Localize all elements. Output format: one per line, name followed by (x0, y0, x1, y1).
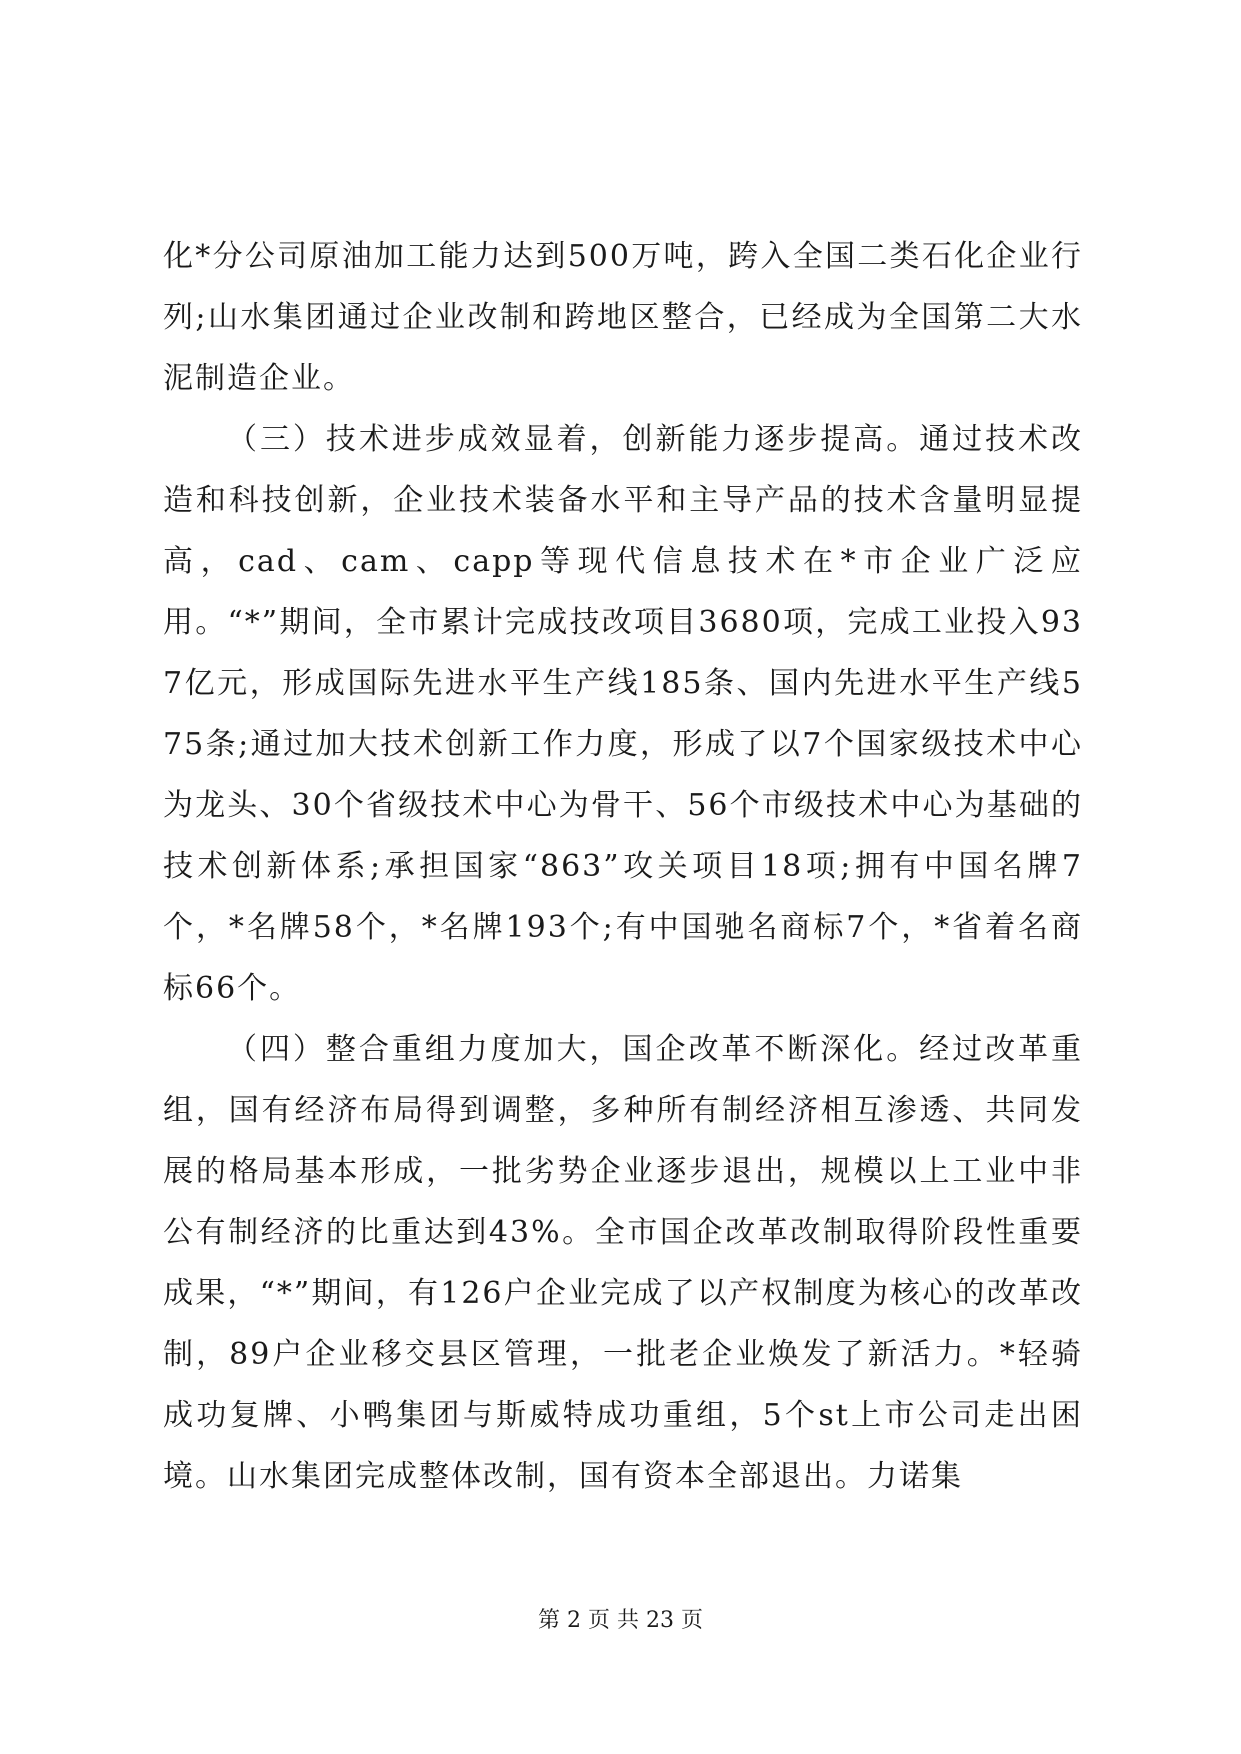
paragraph-continuation: 化*分公司原油加工能力达到500万吨，跨入全国二类石化企业行列;山水集团通过企业改制和跨地区整合，已经成为全国第二大水泥制造企业。 (163, 239, 1083, 396)
document-body (163, 226, 1083, 1507)
paragraph-section-three: （三）技术进步成效显着，创新能力逐步提高。通过技术改造和科技创新，企业技术装备水平和主导产品的技术含量明显提高，cad、cam、capp等现代信息技术在*市企业广泛应用。“*”期间，全市累计完成技改项目3680项，完成工业投入937亿元，形成国际先进水平生产线185条、国内先进水平生产线575条;通过加大技术创新工作力度，形成了以7个国家级技术中心为龙头、30个省级技术中心为骨干、56个市级技术中心为基础的技术创新体系;承担国家“863”攻关项目18项;拥有中国名牌7个，*名牌58个，*名牌193个;有中国驰名商标7个，*省着名商标66个。 (163, 422, 1083, 1006)
page-number-footer: 第 2 页 共 23 页 (538, 1608, 703, 1633)
paragraph-section-four: （四）整合重组力度加大，国企改革不断深化。经过改革重组，国有经济布局得到调整，多种所有制经济相互渗透、共同发展的格局基本形成，一批劣势企业逐步退出，规模以上工业中非公有制经济的比重达到43%。全市国企改革改制取得阶段性重要成果，“*”期间，有126户企业完成了以产权制度为核心的改革改制，89户企业移交县区管理，一批老企业焕发了新活力。*轻骑成功复牌、小鸭集团与斯威特成功重组，5个st上市公司走出困境。山水集团完成整体改制，国有资本全部退出。力诺集 (163, 1032, 1083, 1494)
